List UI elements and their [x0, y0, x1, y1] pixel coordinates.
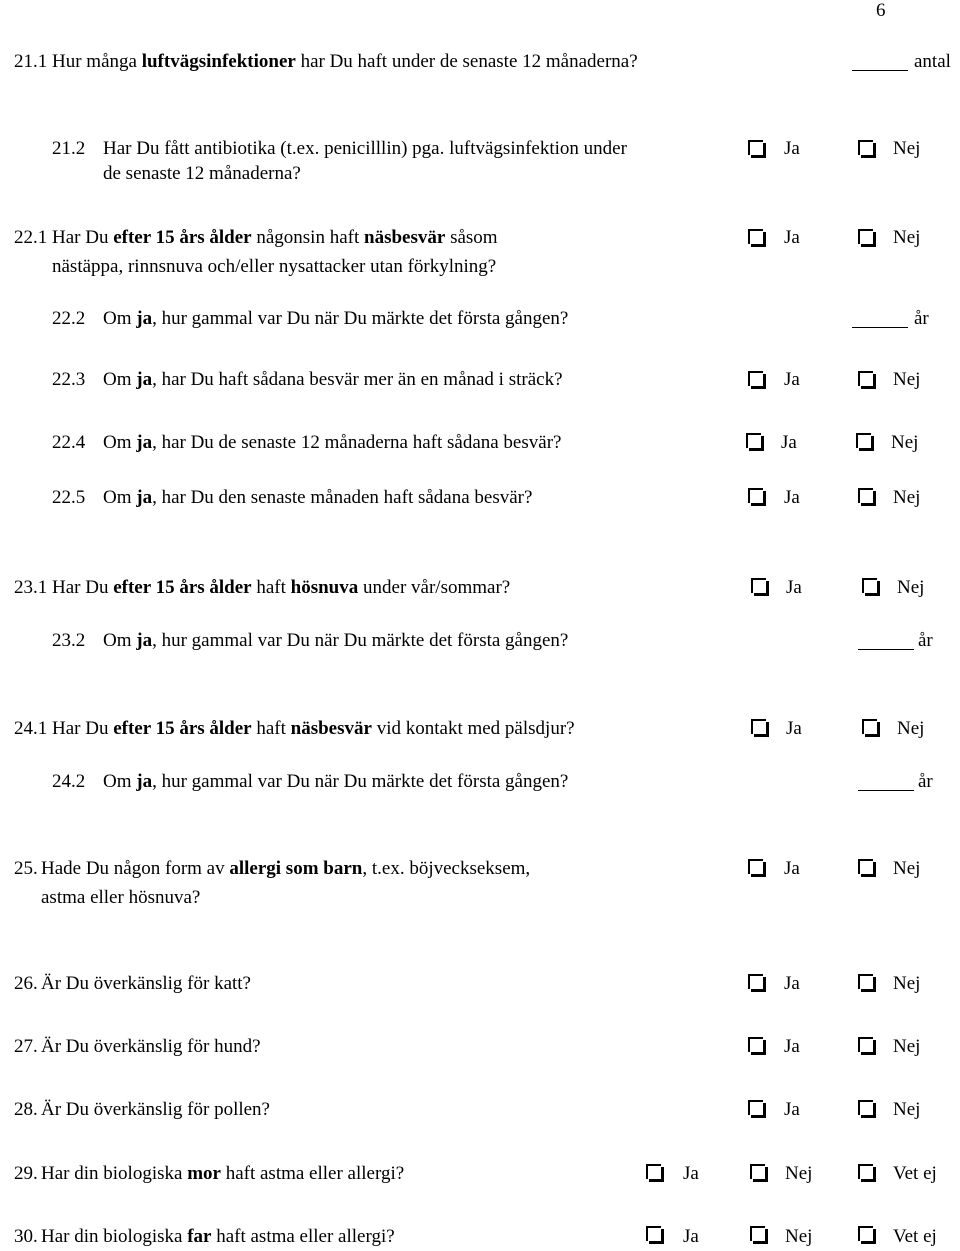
q28-text: Är Du överkänslig för pollen? — [41, 1099, 270, 1120]
q22-3-text: Om ja, har Du haft sådana besvär mer än en månad i sträck? — [103, 369, 563, 390]
q24-1-nej-label: Nej — [897, 718, 925, 739]
q22-2-number: 22.2 — [52, 308, 86, 329]
q25-ja-label: Ja — [784, 858, 800, 879]
q30-vet-ej-checkbox[interactable] — [858, 1226, 873, 1241]
q22-1-ja-label: Ja — [784, 227, 800, 248]
q28-ja-label: Ja — [784, 1099, 800, 1120]
q21-2-number: 21.2 — [52, 138, 86, 159]
q24-1-text: Har Du efter 15 års ålder haft näsbesvär vid kontakt med pälsdjur? — [52, 718, 575, 739]
page-number: 6 — [876, 0, 886, 21]
q27-nej-label: Nej — [893, 1036, 921, 1057]
q30-ja-checkbox[interactable] — [646, 1226, 661, 1241]
q29-nej-checkbox[interactable] — [750, 1164, 765, 1179]
q24-1-nej-checkbox[interactable] — [862, 719, 877, 734]
q24-2-text: Om ja, hur gammal var Du när Du märkte det första gången? — [103, 771, 569, 792]
q22-4-nej-checkbox[interactable] — [856, 433, 871, 448]
q29-vet-ej-label: Vet ej — [893, 1163, 937, 1184]
q22-1-nej-label: Nej — [893, 227, 921, 248]
q21-2-ja-label: Ja — [784, 138, 800, 159]
q24-1-ja-checkbox[interactable] — [751, 719, 766, 734]
q29-ja-label: Ja — [683, 1163, 699, 1184]
q25-text-line2: astma eller hösnuva? — [41, 887, 201, 908]
q22-2-text: Om ja, hur gammal var Du när Du märkte det första gången? — [103, 308, 569, 329]
q22-1-text-line1: Har Du efter 15 års ålder någonsin haft näsbesvär såsom — [52, 227, 498, 248]
q22-3-nej-checkbox[interactable] — [858, 371, 873, 386]
q22-1-nej-checkbox[interactable] — [858, 229, 873, 244]
q22-5-number: 22.5 — [52, 487, 86, 508]
q24-2-number: 24.2 — [52, 771, 86, 792]
q23-2-text: Om ja, hur gammal var Du när Du märkte det första gången? — [103, 630, 569, 651]
q22-2-unit: år — [914, 308, 929, 329]
q28-nej-checkbox[interactable] — [858, 1100, 873, 1115]
q27-nej-checkbox[interactable] — [858, 1037, 873, 1052]
q27-ja-label: Ja — [784, 1036, 800, 1057]
q22-3-ja-checkbox[interactable] — [748, 371, 763, 386]
q22-2-age-field[interactable] — [852, 327, 908, 328]
q29-number: 29. — [14, 1163, 38, 1184]
q29-nej-label: Nej — [785, 1163, 813, 1184]
q22-3-nej-label: Nej — [893, 369, 921, 390]
q21-2-ja-checkbox[interactable] — [748, 140, 763, 155]
q21-1-text: Hur många luftvägsinfektioner har Du haft under de senaste 12 månaderna? — [52, 51, 638, 72]
q23-1-text: Har Du efter 15 års ålder haft hösnuva under vår/sommar? — [52, 577, 511, 598]
q27-number: 27. — [14, 1036, 38, 1057]
q22-1-ja-checkbox[interactable] — [748, 229, 763, 244]
q21-2-text-line1: Har Du fått antibiotika (t.ex. penicilllin) pga. luftvägsinfektion under — [103, 138, 627, 159]
q30-number: 30. — [14, 1226, 38, 1247]
q25-number: 25. — [14, 858, 38, 879]
q22-5-nej-checkbox[interactable] — [858, 488, 873, 503]
q22-1-text-line2: nästäppa, rinnsnuva och/eller nysattacker utan förkylning? — [52, 256, 497, 277]
q24-1-number: 24.1 — [14, 718, 48, 739]
q25-nej-checkbox[interactable] — [858, 859, 873, 874]
q21-1-number: 21.1 — [14, 51, 48, 72]
q23-1-nej-label: Nej — [897, 577, 925, 598]
q24-1-ja-label: Ja — [786, 718, 802, 739]
q26-nej-label: Nej — [893, 973, 921, 994]
q22-4-nej-label: Nej — [891, 432, 919, 453]
q26-ja-checkbox[interactable] — [748, 974, 763, 989]
q24-2-unit: år — [918, 771, 933, 792]
q30-nej-checkbox[interactable] — [750, 1226, 765, 1241]
q23-2-age-field[interactable] — [858, 649, 914, 650]
q22-4-number: 22.4 — [52, 432, 86, 453]
q22-1-number: 22.1 — [14, 227, 48, 248]
q23-2-number: 23.2 — [52, 630, 86, 651]
q29-ja-checkbox[interactable] — [646, 1164, 661, 1179]
q27-ja-checkbox[interactable] — [748, 1037, 763, 1052]
q27-text: Är Du överkänslig för hund? — [41, 1036, 261, 1057]
q23-1-ja-label: Ja — [786, 577, 802, 598]
q26-number: 26. — [14, 973, 38, 994]
q21-2-nej-label: Nej — [893, 138, 921, 159]
q22-5-nej-label: Nej — [893, 487, 921, 508]
q25-nej-label: Nej — [893, 858, 921, 879]
q30-text: Har din biologiska far haft astma eller allergi? — [41, 1226, 395, 1247]
q26-text: Är Du överkänslig för katt? — [41, 973, 251, 994]
q28-nej-label: Nej — [893, 1099, 921, 1120]
q22-4-text: Om ja, har Du de senaste 12 månaderna haft sådana besvär? — [103, 432, 562, 453]
q28-number: 28. — [14, 1099, 38, 1120]
q22-5-text: Om ja, har Du den senaste månaden haft sådana besvär? — [103, 487, 533, 508]
q23-1-number: 23.1 — [14, 577, 48, 598]
q22-5-ja-checkbox[interactable] — [748, 488, 763, 503]
q21-2-text-line2: de senaste 12 månaderna? — [103, 163, 301, 184]
q30-ja-label: Ja — [683, 1226, 699, 1247]
q30-nej-label: Nej — [785, 1226, 813, 1247]
q21-1-count-field[interactable] — [852, 70, 908, 71]
q25-ja-checkbox[interactable] — [748, 859, 763, 874]
q29-text: Har din biologiska mor haft astma eller allergi? — [41, 1163, 405, 1184]
q28-ja-checkbox[interactable] — [748, 1100, 763, 1115]
q26-nej-checkbox[interactable] — [858, 974, 873, 989]
q29-vet-ej-checkbox[interactable] — [858, 1164, 873, 1179]
q24-2-age-field[interactable] — [858, 790, 914, 791]
q23-1-nej-checkbox[interactable] — [862, 578, 877, 593]
q22-5-ja-label: Ja — [784, 487, 800, 508]
q22-3-ja-label: Ja — [784, 369, 800, 390]
q22-3-number: 22.3 — [52, 369, 86, 390]
q22-4-ja-label: Ja — [781, 432, 797, 453]
q23-1-ja-checkbox[interactable] — [751, 578, 766, 593]
q30-vet-ej-label: Vet ej — [893, 1226, 937, 1247]
q26-ja-label: Ja — [784, 973, 800, 994]
q22-4-ja-checkbox[interactable] — [746, 433, 761, 448]
q23-2-unit: år — [918, 630, 933, 651]
q21-2-nej-checkbox[interactable] — [858, 140, 873, 155]
q25-text-line1: Hade Du någon form av allergi som barn, t.ex. böjveckseksem, — [41, 858, 531, 879]
q21-1-unit: antal — [914, 51, 951, 72]
